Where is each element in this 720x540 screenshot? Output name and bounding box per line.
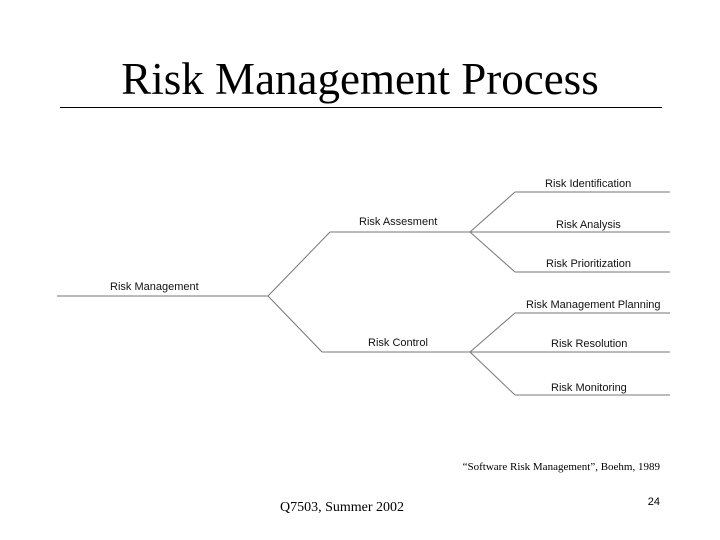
node-risk-prioritization: Risk Prioritization <box>546 258 631 270</box>
footer-course-label: Q7503, Summer 2002 <box>280 500 405 515</box>
connector-control-planning <box>470 313 515 352</box>
connector-control-monitoring <box>470 352 515 395</box>
node-risk-analysis: Risk Analysis <box>556 219 621 231</box>
node-risk-resolution: Risk Resolution <box>551 338 628 350</box>
connector-root-assessment <box>268 232 330 296</box>
page-number: 24 <box>647 496 660 508</box>
node-risk-assessment: Risk Assesment <box>359 216 438 228</box>
slide-title: Risk Management Process <box>121 54 599 104</box>
node-risk-monitoring: Risk Monitoring <box>551 382 627 394</box>
connector-assessment-prioritization <box>470 232 515 272</box>
source-citation: “Software Risk Management”, Boehm, 1989 <box>462 461 660 473</box>
connector-assessment-identification <box>470 192 515 232</box>
connector-root-control <box>268 296 322 352</box>
node-risk-management-planning: Risk Management Planning <box>526 299 661 311</box>
node-risk-control: Risk Control <box>368 337 428 349</box>
node-risk-identification: Risk Identification <box>545 178 632 190</box>
node-root: Risk Management <box>110 281 199 293</box>
